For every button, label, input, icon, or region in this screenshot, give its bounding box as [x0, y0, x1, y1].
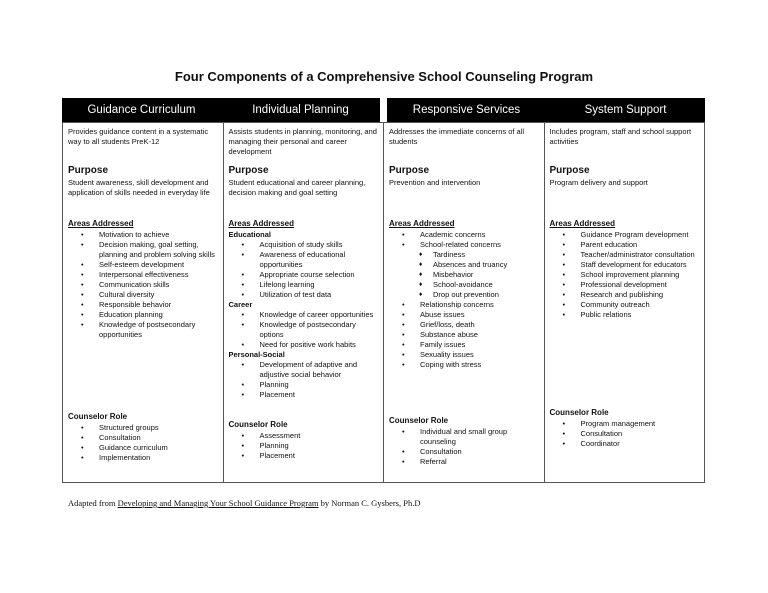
dot-bullet-icon: •	[562, 259, 566, 269]
purpose-text: Student educational and career planning, decision making and goal setting	[228, 178, 366, 198]
bullet-item	[229, 320, 379, 340]
book-title: Developing and Managing Your School Guidance Program	[117, 498, 319, 508]
purpose-section	[229, 164, 379, 219]
areas-section	[229, 219, 379, 420]
purpose-section	[389, 164, 539, 219]
column-description: Provides guidance content in a systematic way to all students PreK-12	[68, 127, 209, 147]
bullet-text: Interpersonal effectiveness	[99, 269, 189, 279]
bullet-item	[389, 310, 539, 320]
counselor-role-heading: Counselor Role	[228, 420, 288, 429]
bullet-item	[550, 310, 700, 320]
dot-bullet-icon: •	[402, 239, 405, 249]
roles-list	[389, 427, 539, 467]
column-guidance-curriculum	[63, 123, 224, 482]
column-individual-planning	[224, 123, 385, 482]
dot-bullet-icon: •	[81, 239, 84, 249]
dot-bullet-icon: •	[402, 229, 405, 239]
bullet-text: Decision making, goal setting, planning and problem solving skills	[99, 239, 215, 259]
bullet-text: Community outreach	[580, 300, 650, 310]
purpose-text: Student awareness, skill development and application of skills needed in everyday life	[68, 178, 210, 198]
bullet-item	[229, 390, 379, 400]
dot-bullet-icon: •	[81, 310, 84, 320]
areas-heading: Areas Addressed	[68, 219, 134, 228]
dot-bullet-icon: •	[81, 279, 84, 289]
bullet-text: Grief/loss, death	[420, 320, 475, 330]
areas-heading: Areas Addressed	[389, 219, 455, 228]
bullet-item	[229, 280, 379, 290]
areas-list	[68, 230, 218, 341]
bullet-text: Guidance curriculum	[99, 442, 168, 452]
dot-bullet-icon: •	[241, 430, 245, 440]
bullet-item	[68, 230, 218, 240]
counselor-role-heading: Counselor Role	[68, 412, 128, 421]
bullet-text: Referral	[420, 456, 447, 466]
bullet-item	[229, 441, 379, 451]
bullet-item	[550, 439, 700, 449]
area-sub-bullet-item	[389, 260, 539, 270]
bullet-text: Academic concerns	[420, 229, 486, 239]
bullet-text: Guidance Program development	[580, 229, 689, 239]
dot-bullet-icon: •	[562, 269, 566, 279]
dot-bullet-icon: •	[562, 428, 566, 438]
bullet-text: Drop out prevention	[433, 290, 499, 300]
dot-bullet-icon: •	[241, 390, 245, 400]
area-sub-bullet-item	[389, 290, 539, 300]
bullet-text: School-avoidance	[433, 280, 493, 289]
areas-heading: Areas Addressed	[228, 219, 295, 228]
bullet-item	[229, 451, 379, 461]
purpose-heading: Purpose	[228, 165, 269, 176]
bullet-item	[550, 240, 700, 250]
bullet-item	[68, 260, 218, 270]
components-table	[62, 122, 705, 483]
bullet-text: Acquisition of study skills	[259, 239, 343, 249]
dot-bullet-icon: •	[81, 269, 84, 279]
dot-bullet-icon: •	[402, 330, 405, 340]
bullet-text: Placement	[259, 390, 295, 400]
areas-list	[229, 230, 379, 401]
bullet-item	[229, 380, 379, 390]
column-description: Assists students in planning, monitoring, and managing their personal and career development	[228, 127, 377, 157]
bullet-text: Planning	[259, 380, 289, 390]
counselor-role-section	[68, 412, 218, 463]
dot-bullet-icon: •	[81, 422, 84, 432]
dot-bullet-icon: •	[241, 380, 245, 390]
bullet-text: Professional development	[580, 279, 667, 289]
bullet-text: Planning	[259, 440, 289, 450]
dot-bullet-icon: •	[562, 239, 566, 249]
purpose-heading: Purpose	[68, 165, 109, 176]
bullet-item	[389, 350, 539, 360]
bullet-text: Self-esteem development	[99, 259, 185, 269]
area-sub-bullet-item	[389, 280, 539, 290]
bullet-text: Motivation to achieve	[99, 229, 170, 239]
purpose-text: Prevention and intervention	[389, 178, 481, 188]
bullet-item	[229, 250, 379, 270]
area-sub-bullet-item	[389, 250, 539, 260]
bullet-text: Cultural diversity	[99, 290, 155, 299]
bullet-text: Utilization of test data	[259, 290, 332, 299]
footer-suffix: by Norman C. Gysbers, Ph.D	[318, 498, 421, 508]
bullet-item	[389, 320, 539, 330]
column-responsive-services	[384, 123, 545, 482]
dot-bullet-icon: •	[241, 269, 245, 279]
bullet-item	[550, 250, 700, 260]
dot-bullet-icon: •	[402, 360, 405, 370]
dot-bullet-icon: •	[402, 340, 405, 350]
purpose-section	[68, 164, 218, 219]
areas-section	[550, 219, 700, 408]
bullet-text: Implementation	[99, 452, 151, 462]
dot-bullet-icon: •	[241, 440, 245, 450]
dot-bullet-icon: •	[241, 450, 245, 460]
dot-bullet-icon: •	[241, 310, 245, 320]
dot-bullet-icon: •	[241, 340, 245, 350]
bullet-text: Public relations	[580, 310, 632, 320]
bullet-text: Knowledge of postsecondary options	[259, 320, 356, 340]
dot-bullet-icon: •	[402, 456, 405, 466]
bullet-item	[389, 330, 539, 340]
header-bar-left	[62, 98, 380, 122]
column-header-responsive-services: Responsive Services	[412, 104, 521, 116]
bullet-item	[389, 427, 539, 447]
counselor-role-heading: Counselor Role	[389, 416, 449, 425]
bullet-item	[68, 320, 218, 340]
areas-list	[550, 230, 700, 320]
column-description: Includes program, staff and school support activities	[549, 127, 692, 147]
column-description: Addresses the immediate concerns of all students	[389, 127, 525, 147]
bullet-text: Tardiness	[433, 249, 466, 259]
bullet-item	[68, 443, 218, 453]
roles-list	[550, 419, 700, 449]
bullet-item	[68, 453, 218, 463]
bullet-text: Education planning	[99, 310, 163, 320]
column-header-system-support: System Support	[584, 104, 667, 116]
bullet-item	[389, 240, 539, 250]
bullet-item	[550, 419, 700, 429]
header-bar-right	[387, 98, 705, 122]
column-header-guidance-curriculum: Guidance Curriculum	[87, 104, 196, 116]
bullet-text: School improvement planning	[580, 269, 680, 279]
roles-list	[68, 423, 218, 463]
dot-bullet-icon: •	[402, 300, 405, 310]
bullet-text: Knowledge of career opportunities	[259, 310, 374, 320]
bullet-text: Awareness of educational opportunities	[259, 249, 346, 269]
bullet-item	[389, 457, 539, 467]
dot-bullet-icon: •	[562, 418, 566, 428]
bullet-item	[68, 290, 218, 300]
bullet-text: Relationship concerns	[420, 300, 494, 310]
bullet-item	[550, 270, 700, 280]
dot-bullet-icon: •	[241, 249, 245, 259]
areas-list	[389, 230, 539, 371]
bullet-text: Responsible behavior	[99, 300, 172, 310]
bullet-item	[389, 447, 539, 457]
bullet-item	[550, 300, 700, 310]
bullet-text: Absences and truancy	[433, 259, 508, 269]
bullet-text: Substance abuse	[420, 330, 478, 340]
bullet-item	[389, 340, 539, 350]
bullet-item	[68, 270, 218, 280]
dot-bullet-icon: •	[241, 360, 245, 370]
bullet-item	[550, 429, 700, 439]
purpose-section	[550, 164, 700, 219]
bullet-text: Individual and small group counseling	[420, 426, 508, 446]
footer-prefix: Adapted from	[68, 498, 118, 508]
bullet-item	[229, 340, 379, 350]
diamond-bullet-icon: ♦	[419, 270, 423, 278]
bullet-text: Consultation	[580, 428, 623, 438]
dot-bullet-icon: •	[81, 259, 84, 269]
dot-bullet-icon: •	[81, 442, 84, 452]
bullet-text: Placement	[259, 450, 295, 460]
dot-bullet-icon: •	[402, 426, 405, 436]
bullet-item	[550, 260, 700, 270]
bullet-item	[389, 230, 539, 240]
bullet-item	[389, 360, 539, 370]
bullet-text: Teacher/administrator consultation	[580, 249, 695, 259]
bullet-item	[229, 431, 379, 441]
bullet-text: Staff development for educators	[580, 259, 687, 269]
purpose-heading: Purpose	[549, 165, 590, 176]
bullet-item	[229, 290, 379, 300]
column-system-support	[545, 123, 705, 482]
bullet-text: Development of adaptive and adjustive social behavior	[259, 360, 358, 380]
areas-section	[389, 219, 539, 416]
bullet-text: Family issues	[420, 340, 466, 350]
diamond-bullet-icon: ♦	[419, 250, 423, 258]
dot-bullet-icon: •	[562, 249, 566, 259]
bullet-text: Lifelong learning	[259, 279, 315, 289]
bullet-item	[229, 310, 379, 320]
page-title: Four Components of a Comprehensive School Counseling Program	[174, 69, 594, 84]
dot-bullet-icon: •	[241, 320, 245, 330]
bullet-text: Coordinator	[580, 438, 620, 448]
dot-bullet-icon: •	[241, 279, 245, 289]
counselor-role-heading: Counselor Role	[549, 408, 609, 417]
purpose-heading: Purpose	[389, 165, 430, 176]
counselor-role-section	[550, 408, 700, 449]
bullet-item	[229, 270, 379, 280]
dot-bullet-icon: •	[562, 438, 566, 448]
bullet-text: Consultation	[99, 432, 141, 442]
dot-bullet-icon: •	[81, 300, 84, 310]
bullet-item	[68, 240, 218, 260]
bullet-text: Assessment	[259, 430, 301, 440]
bullet-item	[68, 300, 218, 310]
purpose-text: Program delivery and support	[549, 178, 648, 188]
diamond-bullet-icon: ♦	[419, 260, 423, 268]
bullet-item	[229, 360, 379, 380]
bullet-item	[68, 423, 218, 433]
area-sub-bullet-item	[389, 270, 539, 280]
dot-bullet-icon: •	[402, 320, 405, 330]
dot-bullet-icon: •	[81, 229, 84, 239]
bullet-text: Research and publishing	[580, 290, 664, 299]
dot-bullet-icon: •	[562, 300, 566, 310]
bullet-text: Program management	[580, 418, 656, 428]
bullet-text: Consultation	[420, 446, 462, 456]
dot-bullet-icon: •	[562, 229, 566, 239]
dot-bullet-icon: •	[81, 432, 84, 442]
bullet-item	[550, 290, 700, 300]
areas-section	[68, 219, 218, 412]
bullet-text: Structured groups	[99, 422, 159, 432]
bullet-text: Appropriate course selection	[259, 269, 355, 279]
dot-bullet-icon: •	[562, 279, 566, 289]
dot-bullet-icon: •	[81, 290, 84, 299]
diamond-bullet-icon: ♦	[419, 291, 423, 299]
dot-bullet-icon: •	[241, 239, 245, 249]
area-group-label: Career	[228, 300, 253, 310]
dot-bullet-icon: •	[562, 310, 566, 320]
bullet-item	[229, 240, 379, 250]
bullet-text: Coping with stress	[420, 360, 482, 370]
bullet-text: Need for positive work habits	[259, 340, 356, 350]
dot-bullet-icon: •	[81, 452, 84, 462]
dot-bullet-icon: •	[241, 290, 245, 299]
dot-bullet-icon: •	[402, 310, 405, 320]
bullet-text: Communication skills	[99, 279, 170, 289]
dot-bullet-icon: •	[562, 290, 566, 299]
bullet-text: Abuse issues	[420, 310, 465, 320]
dot-bullet-icon: •	[402, 350, 405, 360]
bullet-item	[68, 280, 218, 290]
bullet-item	[550, 230, 700, 240]
roles-list	[229, 431, 379, 461]
bullet-text: Sexuality issues	[420, 350, 474, 360]
areas-heading: Areas Addressed	[549, 219, 616, 228]
diamond-bullet-icon: ♦	[419, 281, 423, 288]
bullet-text: Misbehavior	[433, 269, 474, 279]
area-group-label: Personal-Social	[228, 350, 285, 360]
bullet-text: Knowledge of postsecondary opportunities	[99, 320, 196, 340]
table-header-row	[62, 98, 705, 122]
footer-note	[68, 498, 718, 508]
bullet-text: School-related concerns	[420, 239, 501, 249]
dot-bullet-icon: •	[402, 446, 405, 456]
column-header-individual-planning: Individual Planning	[252, 104, 349, 116]
counselor-role-section	[389, 416, 539, 467]
bullet-item	[389, 300, 539, 310]
bullet-item	[68, 310, 218, 320]
bullet-item	[68, 433, 218, 443]
bullet-text: Parent education	[580, 239, 638, 249]
area-group-label: Educational	[228, 229, 272, 239]
bullet-item	[550, 280, 700, 290]
dot-bullet-icon: •	[81, 320, 84, 330]
counselor-role-section	[229, 420, 379, 461]
